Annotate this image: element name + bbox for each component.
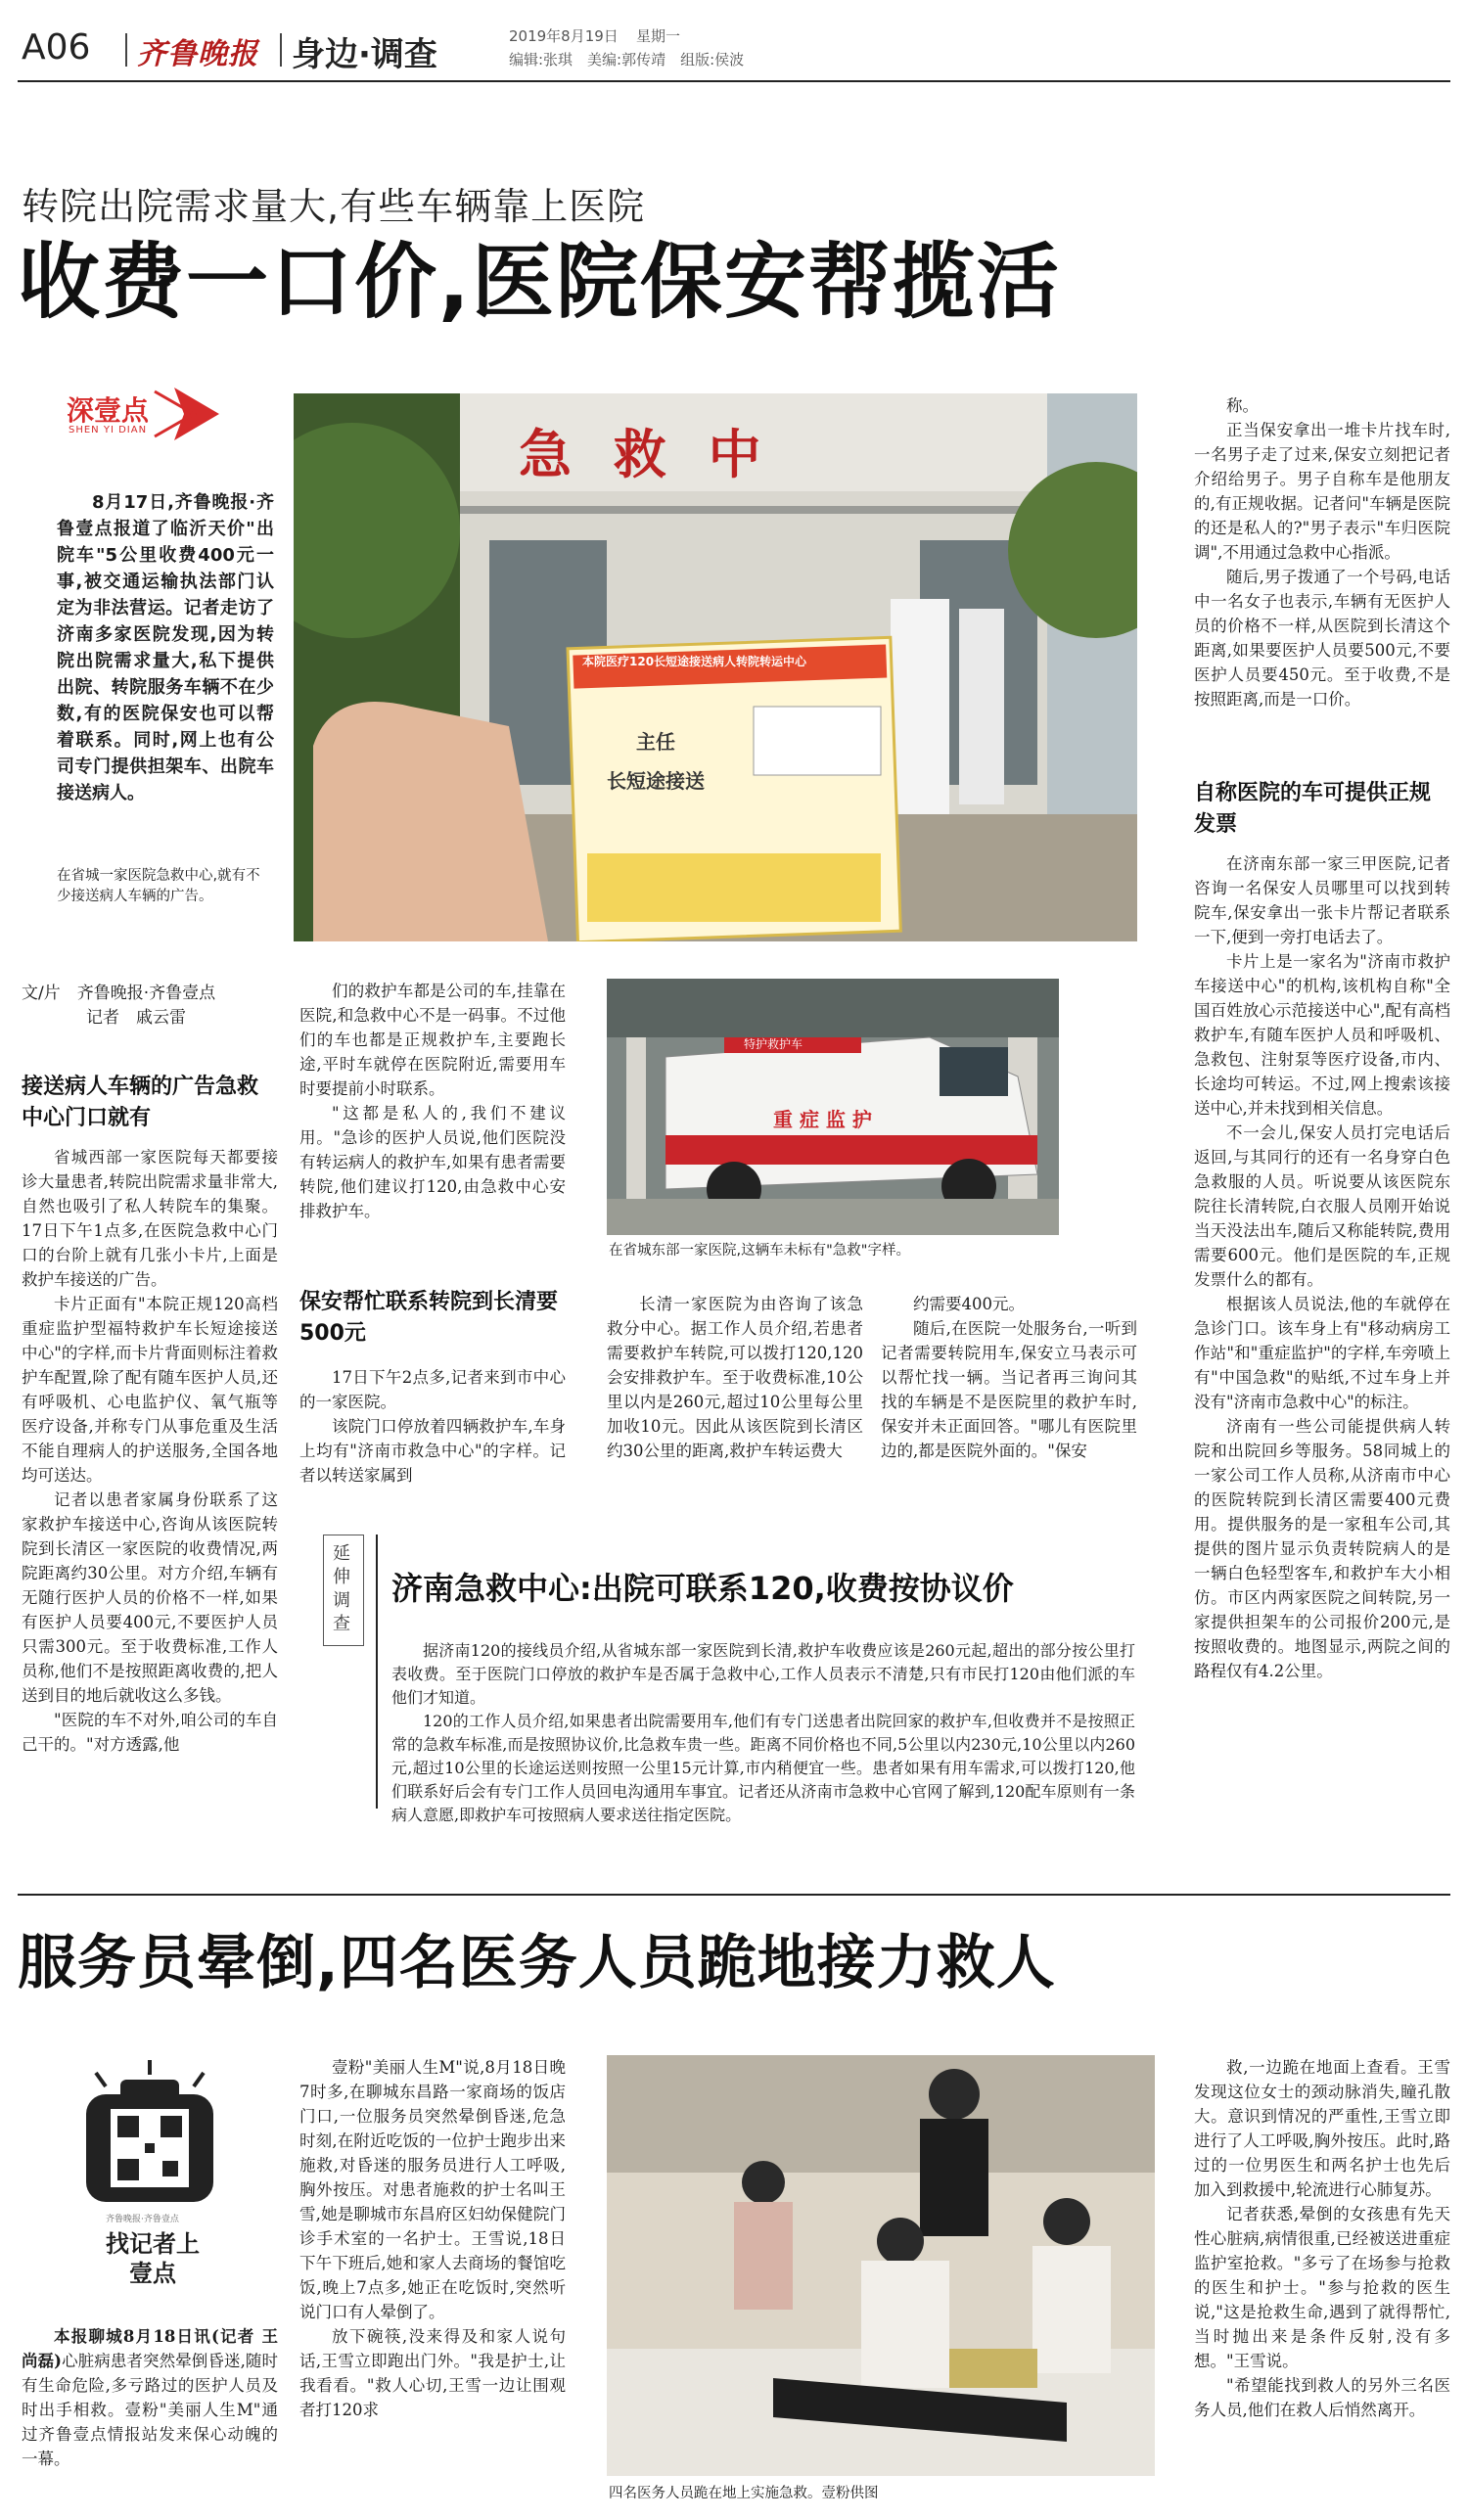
story1-col3 <box>607 1292 863 1507</box>
paragraph: 救,一边跪在地面上查看。王雪发现这位女士的颈动脉消失,瞳孔散大。意识到情况的严重性,王雪立即进行了人工呼吸,胸外按压。此时,路过的一位男医生和两名护士也先后加入到救援中,轮流进行心肺复苏。 <box>1194 2058 1450 2199</box>
byline-line2: 记者 戚云雷 <box>86 1008 186 1028</box>
paragraph: 随后,在医院一处服务台,一听到记者需要转院用车,保安立马表示可以帮忙找一辆。当记者再三询问其找的车辆是不是医院里的救护车时,保安并未正面回答。"哪儿有医院里边的,都是医院外面的。"保安 <box>881 1319 1137 1460</box>
paragraph: 120的工作人员介绍,如果患者出院需要用车,他们有专门送患者出院回家的救护车,但收费并不是按照正常的急救车标准,而是按照协议价,比急救车贵一些。距离不同价格也不同,5公里以内230元,10公里以内260元,超过10公里的长途运送则按照一公里15元计算,市内稍便宜一些。患者如果有用车需求,可以拨打120,他们联系好后会有专门工作人员回电沟通用车事宜。记者还从济南市急救中心官网了解到,120配车原则有一条病人意愿,即救护车可按照病人要求送往指定医院。 <box>391 1712 1135 1824</box>
section-rule <box>18 1894 1450 1896</box>
photo2-caption: 在省城东部一家医院,这辆车未标有"急救"字样。 <box>609 1243 910 1259</box>
subhead-2: 保安帮忙联系转院到长清要500元 <box>299 1290 559 1346</box>
qr-block <box>76 2055 223 2287</box>
story2-headline: 服务员晕倒,四名医务人员跪地接力救人 <box>18 1929 1056 1997</box>
paragraph: 记者以患者家属身份联系了这家救护车接送中心,咨询从该医院转院到长清区一家医院的收费情况,两院距离约30公里。对方介绍,车辆有无随行医护人员的价格不一样,如果有医护人员要400元,不要医护人员只需300元。至于收费标准,工作人员称,他们不是按照距离收费的,把人送到目的地后就收这么多钱。 <box>22 1490 278 1705</box>
paragraph: 该院门口停放着四辆救护车,车身上均有"济南市救急中心"的字样。记者以转送家属到 <box>299 1417 566 1485</box>
photo-hospital-card <box>294 393 1137 941</box>
paragraph: 卡片上是一家名为"济南市救护车接送中心"的机构,该机构自称"全国百姓放心示范接送中心",配有高档救护车,有随车医护人员和呼吸机、急救包、注射泵等医疗设备,市内、长途均可转运。不过,网上搜索该接送中心,并未找到相关信息。 <box>1194 952 1450 1118</box>
sidebar-body <box>391 1639 1135 1874</box>
credits: 编辑:张琪 美编:郭传靖 组版:侯波 <box>509 51 745 69</box>
paragraph: 省城西部一家医院每天都要接诊大量患者,转院出院需求量非常大,自然也吸引了私人转院车的集聚。17日下午1点多,在医院急救中心门口的台阶上就有几张小卡片,上面是救护车接送的广告。 <box>22 1148 278 1289</box>
paragraph: "医院的车不对外,咱公司的车自己干的。"对方透露,他 <box>22 1711 278 1754</box>
paragraph: 长清一家医院为由咨询了该急救分中心。据工作人员介绍,若患者需要救护车转院,可以拨打120,120会安排救护车。至于收费标准,10公里以内是260元,超过10公里每公里加收10元。因此从该医院到长清区约30公里的距离,救护车转运费大 <box>607 1295 863 1460</box>
photo1-caption: 在省城一家医院急救中心,就有不少接送病人车辆的广告。 <box>57 868 260 904</box>
sidebar-rule <box>376 1535 378 1809</box>
paragraph: 不一会儿,保安人员打完电话后返回,与其同行的还有一名身穿白色急救服的人员。听说要从该医院东院往长清转院,白衣服人员刚开始说当天没法出车,随后又称能转院,费用需要600元。他们是医院的车,正规发票什么的都有。 <box>1194 1123 1450 1289</box>
badge-subtitle: SHEN YI DIAN <box>69 425 148 435</box>
lead-paragraph <box>57 489 274 842</box>
paragraph: 称。 <box>1226 396 1259 415</box>
paragraph: 济南有一些公司能提供病人转院和出院回乡等服务。58同城上的一家公司工作人员称,从济南市中心的医院转院到长清区需要400元费用。提供服务的是一家租车公司,其提供的图片显示负责转院病人的是一辆白色轻型客车,和救护车大小相仿。市区内两家医院之间转院,另一家提供担架车的公司报价200元,是按照收费的。地图显示,两院之间的路程仅有4.2公里。 <box>1194 1417 1450 1680</box>
paragraph: 卡片正面有"本院正规120高档重症监护型福特救护车长短途接送中心"的字样,而卡片背面则标注着救护车配置,除了配有随车医护人员,还有呼吸机、心电监护仪、氧气瓶等医疗设备,并称专门从事危重及生活不能自理病人的护送服务,全国各地均可送达。 <box>22 1295 278 1485</box>
story1-right-col2 <box>1194 851 1450 1996</box>
qr-caption: 找记者上壹点 <box>106 2230 200 2287</box>
story2-col2 <box>299 2055 566 2510</box>
paper-logo: 齐鲁晚报 <box>137 37 258 71</box>
page-number: A06 <box>22 27 91 68</box>
paragraph: 在济南东部一家三甲医院,记者咨询一名保安人员哪里可以找到转院车,保安拿出一张卡片帮记者联系一下,便到一旁打电话去了。 <box>1194 854 1450 946</box>
paragraph: 随后,男子拨通了一个号码,电话中一名女子也表示,车辆有无医护人员的价格不一样,从医院到长清这个距离,如果要医护人员要500元,不要医护人员要450元。至于收费,不是按照距离,而是一口价。 <box>1194 568 1450 709</box>
subhead-3: 自称医院的车可提供正规发票 <box>1194 781 1432 837</box>
weekday: 星期一 <box>636 27 681 45</box>
photo-ambulance <box>607 979 1059 1235</box>
paragraph: 约需要400元。 <box>913 1295 1025 1313</box>
story1-col2b <box>299 1365 566 1512</box>
paragraph: "这都是私人的,我们不建议用。"急诊的医护人员说,他们医院没有转运病人的救护车,如果有患者需要转院,他们建议打120,由急救中心安排救护车。 <box>299 1104 566 1220</box>
paragraph: 记者获悉,晕倒的女孩患有先天性心脏病,病情很重,已经被送进重症监护室抢救。"多亏了在场参与抢救的医生和护士。"参与抢救的医生说,"这是抢救生命,遇到了就得帮忙,当时抛出来是条件反射,没有多想。"王雪说。 <box>1194 2205 1450 2370</box>
photo3-caption: 四名医务人员跪在地上实施急救。壹粉供图 <box>609 2486 879 2501</box>
paragraph: "希望能找到救人的另外三名医务人员,他们在救人后悄然离开。 <box>1194 2376 1450 2419</box>
card-service: 长短途接送 <box>607 769 705 793</box>
story1-col4 <box>881 1292 1137 1507</box>
story1-right-col <box>1194 393 1450 765</box>
badge <box>57 384 223 444</box>
sidebar-headline: 济南急救中心:出院可联系120,收费按协议价 <box>391 1570 1014 1607</box>
headline: 收费一口价,医院保安帮揽活 <box>18 234 1061 330</box>
photo-rescue <box>607 2055 1155 2476</box>
qr-small-text: 齐鲁晚报·齐鲁壹点 <box>106 2215 179 2224</box>
paragraph: 们的救护车都是公司的车,挂靠在医院,和急救中心不是一码事。不过他们的车也都是正规救护车,主要跑长途,平时车就停在医院附近,需要用车时要提前小时联系。 <box>299 982 566 1098</box>
kicker: 转院出院需求量大,有些车辆靠上医院 <box>22 185 646 228</box>
badge-title: 深壹点 <box>67 394 150 427</box>
byline-line1: 文/片 齐鲁晚报·齐鲁壹点 <box>22 984 216 1003</box>
story2-right-col <box>1194 2055 1450 2510</box>
ambulance-side-text: 重 症 监 护 <box>773 1108 872 1131</box>
section-title: 身边·调查 <box>292 35 437 74</box>
rescue-graphic <box>607 2055 1155 2476</box>
lead-text: 8月17日,齐鲁晚报·齐鲁壹点报道了临沂天价"出院车"5公里收费400元一事,被交通运输执法部门认定为非法营运。记者走访了济南多家医院发现,因为转院出院需求量大,私下提供出院、转院服务车辆不在少数,有的医院保安也可以帮着联系。同时,网上也有公司专门提供担架车、出院车接送病人。 <box>57 492 274 803</box>
paragraph: 据济南120的接线员介绍,从省城东部一家医院到长清,救护车收费应该是260元起,超出的部分按公里打表收费。至于医院门口停放的救护车是否属于急救中心,工作人员表示不清楚,只有市民打120由他们派的车他们才知道。 <box>391 1641 1135 1707</box>
story1-col2 <box>299 979 566 1272</box>
paragraph: 根据该人员说法,他的车就停在急诊门口。该车身上有"移动病房工作站"和"重症监护"的字样,车旁喷上有"中国急救"的贴纸,不过车身上并没有"济南市急救中心"的标注。 <box>1194 1295 1450 1411</box>
masthead-rule <box>18 80 1450 82</box>
story2-col1-text: 心脏病患者突然晕倒昏迷,随时有生命危险,多亏路过的医护人员及时出手相救。壹粉"美丽人生M"通过齐鲁壹点情报站发来保心动魄的一幕。 <box>22 2352 278 2468</box>
paragraph: 17日下午2点多,记者来到市中心的一家医院。 <box>299 1368 566 1411</box>
ambulance-top-text: 特护救护车 <box>744 1037 803 1051</box>
masthead-divider <box>280 33 282 67</box>
masthead-divider <box>125 33 127 67</box>
subhead-1: 接送病人车辆的广告急救中心门口就有 <box>22 1075 259 1130</box>
paragraph: 放下碗筷,没来得及和家人说句话,王雪立即跑出门外。"我是护士,让我看看。"救人心切,王雪一边让围观者打120求 <box>299 2327 566 2419</box>
story2-col1 <box>22 2324 278 2510</box>
card-name: 主任 <box>636 730 675 754</box>
story2-lead <box>22 2324 278 2471</box>
camera-qr-icon <box>76 2055 223 2212</box>
story2-byline: 本报聊城8月18日讯(记者 王尚磊) <box>22 2327 278 2370</box>
hospital-sign: 急 救 中 <box>519 424 773 485</box>
date: 2019年8月19日 <box>509 27 619 45</box>
paragraph: 正当保安拿出一堆卡片找车时,一名男子走了过来,保安立刻把记者介绍给男子。男子自称车是他朋友的,有正规收据。记者问"车辆是医院的还是私人的?"男子表示"车归医院调",不用通过急救中心指派。 <box>1194 421 1450 562</box>
card-header: 本院医疗120长短途接送病人转院转运中心 <box>582 655 807 668</box>
paragraph: 壹粉"美丽人生M"说,8月18日晚7时多,在聊城东昌路一家商场的饭店门口,一位服务员突然晕倒昏迷,危急时刻,在附近吃饭的一位护士跑步出来施救,对昏迷的服务员进行人工呼吸,胸外按压。对患者施救的护士名叫王雪,她是聊城市东昌府区妇幼保健院门诊手术室的一名护士。王雪说,18日下午下班后,她和家人去商场的餐馆吃饭,晚上7点多,她正在吃饭时,突然听说门口有人晕倒了。 <box>299 2058 566 2321</box>
sidebar-tag-text: 延伸调查 <box>333 1543 350 1634</box>
